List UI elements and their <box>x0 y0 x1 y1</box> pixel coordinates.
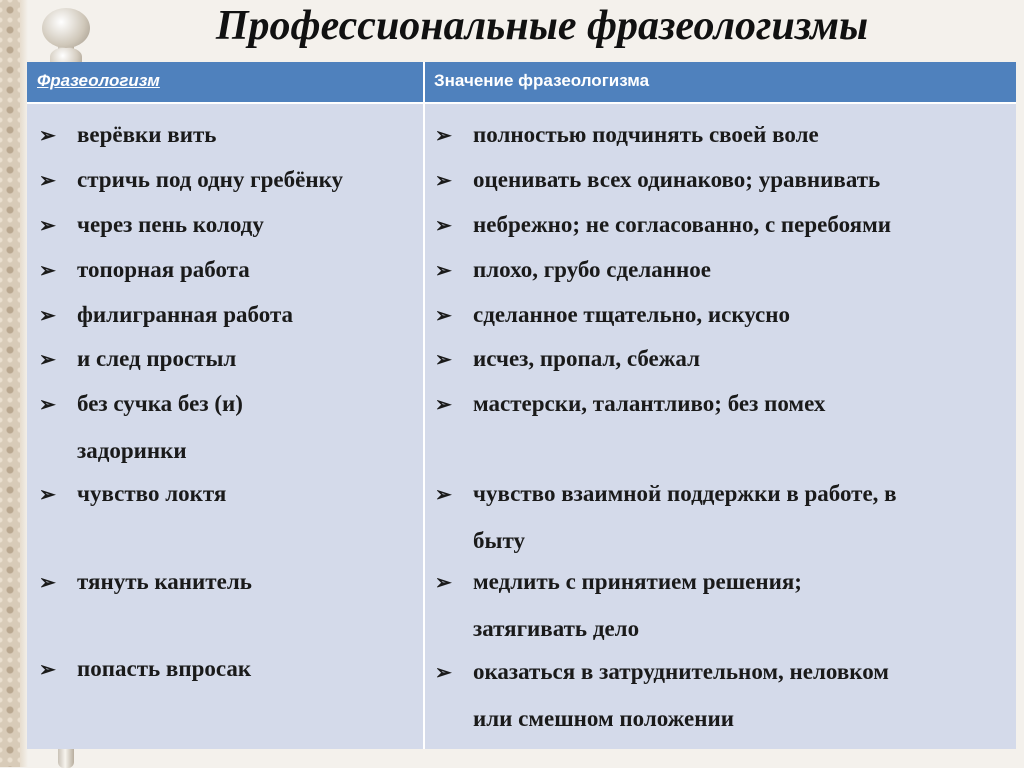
right-list-item <box>435 471 897 564</box>
left-item-text: тянуть канитель <box>77 569 252 594</box>
left-list-item <box>39 559 252 606</box>
left-list-item <box>39 471 226 518</box>
right-list-item <box>435 292 790 339</box>
right-item-text: мастерски, талантливо; без помех <box>473 391 826 416</box>
bullet-arrow-icon: ➢ <box>435 215 452 237</box>
bullet-arrow-icon: ➢ <box>39 349 56 371</box>
right-list-item <box>435 336 700 383</box>
bullet-arrow-icon: ➢ <box>39 260 56 282</box>
right-item-text: медлить с принятием решения; <box>473 569 802 594</box>
right-list-item <box>435 381 825 428</box>
right-list-item <box>435 157 880 204</box>
column-divider <box>423 62 425 749</box>
left-list-item <box>39 112 216 159</box>
right-item-text: сделанное тщательно, искусно <box>473 302 791 327</box>
bullet-arrow-icon: ➢ <box>435 662 452 684</box>
right-list-item <box>435 202 891 249</box>
left-list-item <box>39 157 343 204</box>
left-item-text: без сучка без (и) <box>77 391 243 416</box>
right-item-text: полностью подчинять своей воле <box>473 122 819 147</box>
left-item-text: и след простыл <box>77 346 237 371</box>
header-meaning: Значение фразеологизма <box>434 71 650 90</box>
left-item-text: через пень колоду <box>77 212 264 237</box>
left-list-item <box>39 202 264 249</box>
bullet-arrow-icon: ➢ <box>39 305 56 327</box>
table-body <box>27 102 1016 749</box>
phraseology-table <box>27 62 1016 749</box>
table-header-row <box>27 62 1016 102</box>
left-item-text: стричь под одну гребёнку <box>77 167 343 192</box>
bullet-arrow-icon: ➢ <box>39 170 56 192</box>
header-phraseologism: Фразеологизм <box>37 71 160 90</box>
bullet-arrow-icon: ➢ <box>39 215 56 237</box>
right-item-text: оценивать всех одинаково; уравнивать <box>473 167 881 192</box>
bullet-arrow-icon: ➢ <box>435 125 452 147</box>
left-list-item <box>39 336 236 383</box>
right-item-text: небрежно; не согласованно, с перебоями <box>473 212 891 237</box>
bullet-arrow-icon: ➢ <box>435 484 452 506</box>
bullet-arrow-icon: ➢ <box>435 572 452 594</box>
page-title: Профессиональные фразеологизмы <box>215 3 869 49</box>
left-item-text: чувство локтя <box>77 481 227 506</box>
left-list-item <box>39 292 293 339</box>
left-item-text: попасть впросак <box>77 656 252 681</box>
bullet-arrow-icon: ➢ <box>39 484 56 506</box>
bullet-arrow-icon: ➢ <box>435 305 452 327</box>
right-item-text: чувство взаимной поддержки в работе, в <box>473 481 897 506</box>
left-list-item <box>39 247 250 294</box>
left-item-text: филигранная работа <box>77 302 294 327</box>
right-item-text: затягивать дело <box>473 616 640 641</box>
decorative-border <box>0 0 20 767</box>
left-item-text: верёвки вить <box>77 122 217 147</box>
left-list-item <box>39 381 243 474</box>
bullet-arrow-icon: ➢ <box>39 394 56 416</box>
bullet-arrow-icon: ➢ <box>39 572 56 594</box>
bullet-arrow-icon: ➢ <box>435 260 452 282</box>
bullet-arrow-icon: ➢ <box>435 349 452 371</box>
right-item-text: плохо, грубо сделанное <box>473 257 711 282</box>
left-item-text: задоринки <box>77 438 187 463</box>
left-item-text: топорная работа <box>77 257 250 282</box>
right-list-item <box>435 112 819 159</box>
bullet-arrow-icon: ➢ <box>39 659 56 681</box>
right-item-text: исчез, пропал, сбежал <box>473 346 701 371</box>
right-list-item <box>435 247 711 294</box>
bullet-arrow-icon: ➢ <box>39 125 56 147</box>
right-list-item <box>435 559 802 652</box>
right-item-text: или смешном положении <box>473 706 735 731</box>
bullet-arrow-icon: ➢ <box>435 170 452 192</box>
right-item-text: оказаться в затруднительном, неловком <box>473 659 889 684</box>
right-list-item <box>435 649 889 742</box>
bullet-arrow-icon: ➢ <box>435 394 452 416</box>
left-list-item <box>39 646 251 693</box>
right-item-text: быту <box>473 528 525 553</box>
